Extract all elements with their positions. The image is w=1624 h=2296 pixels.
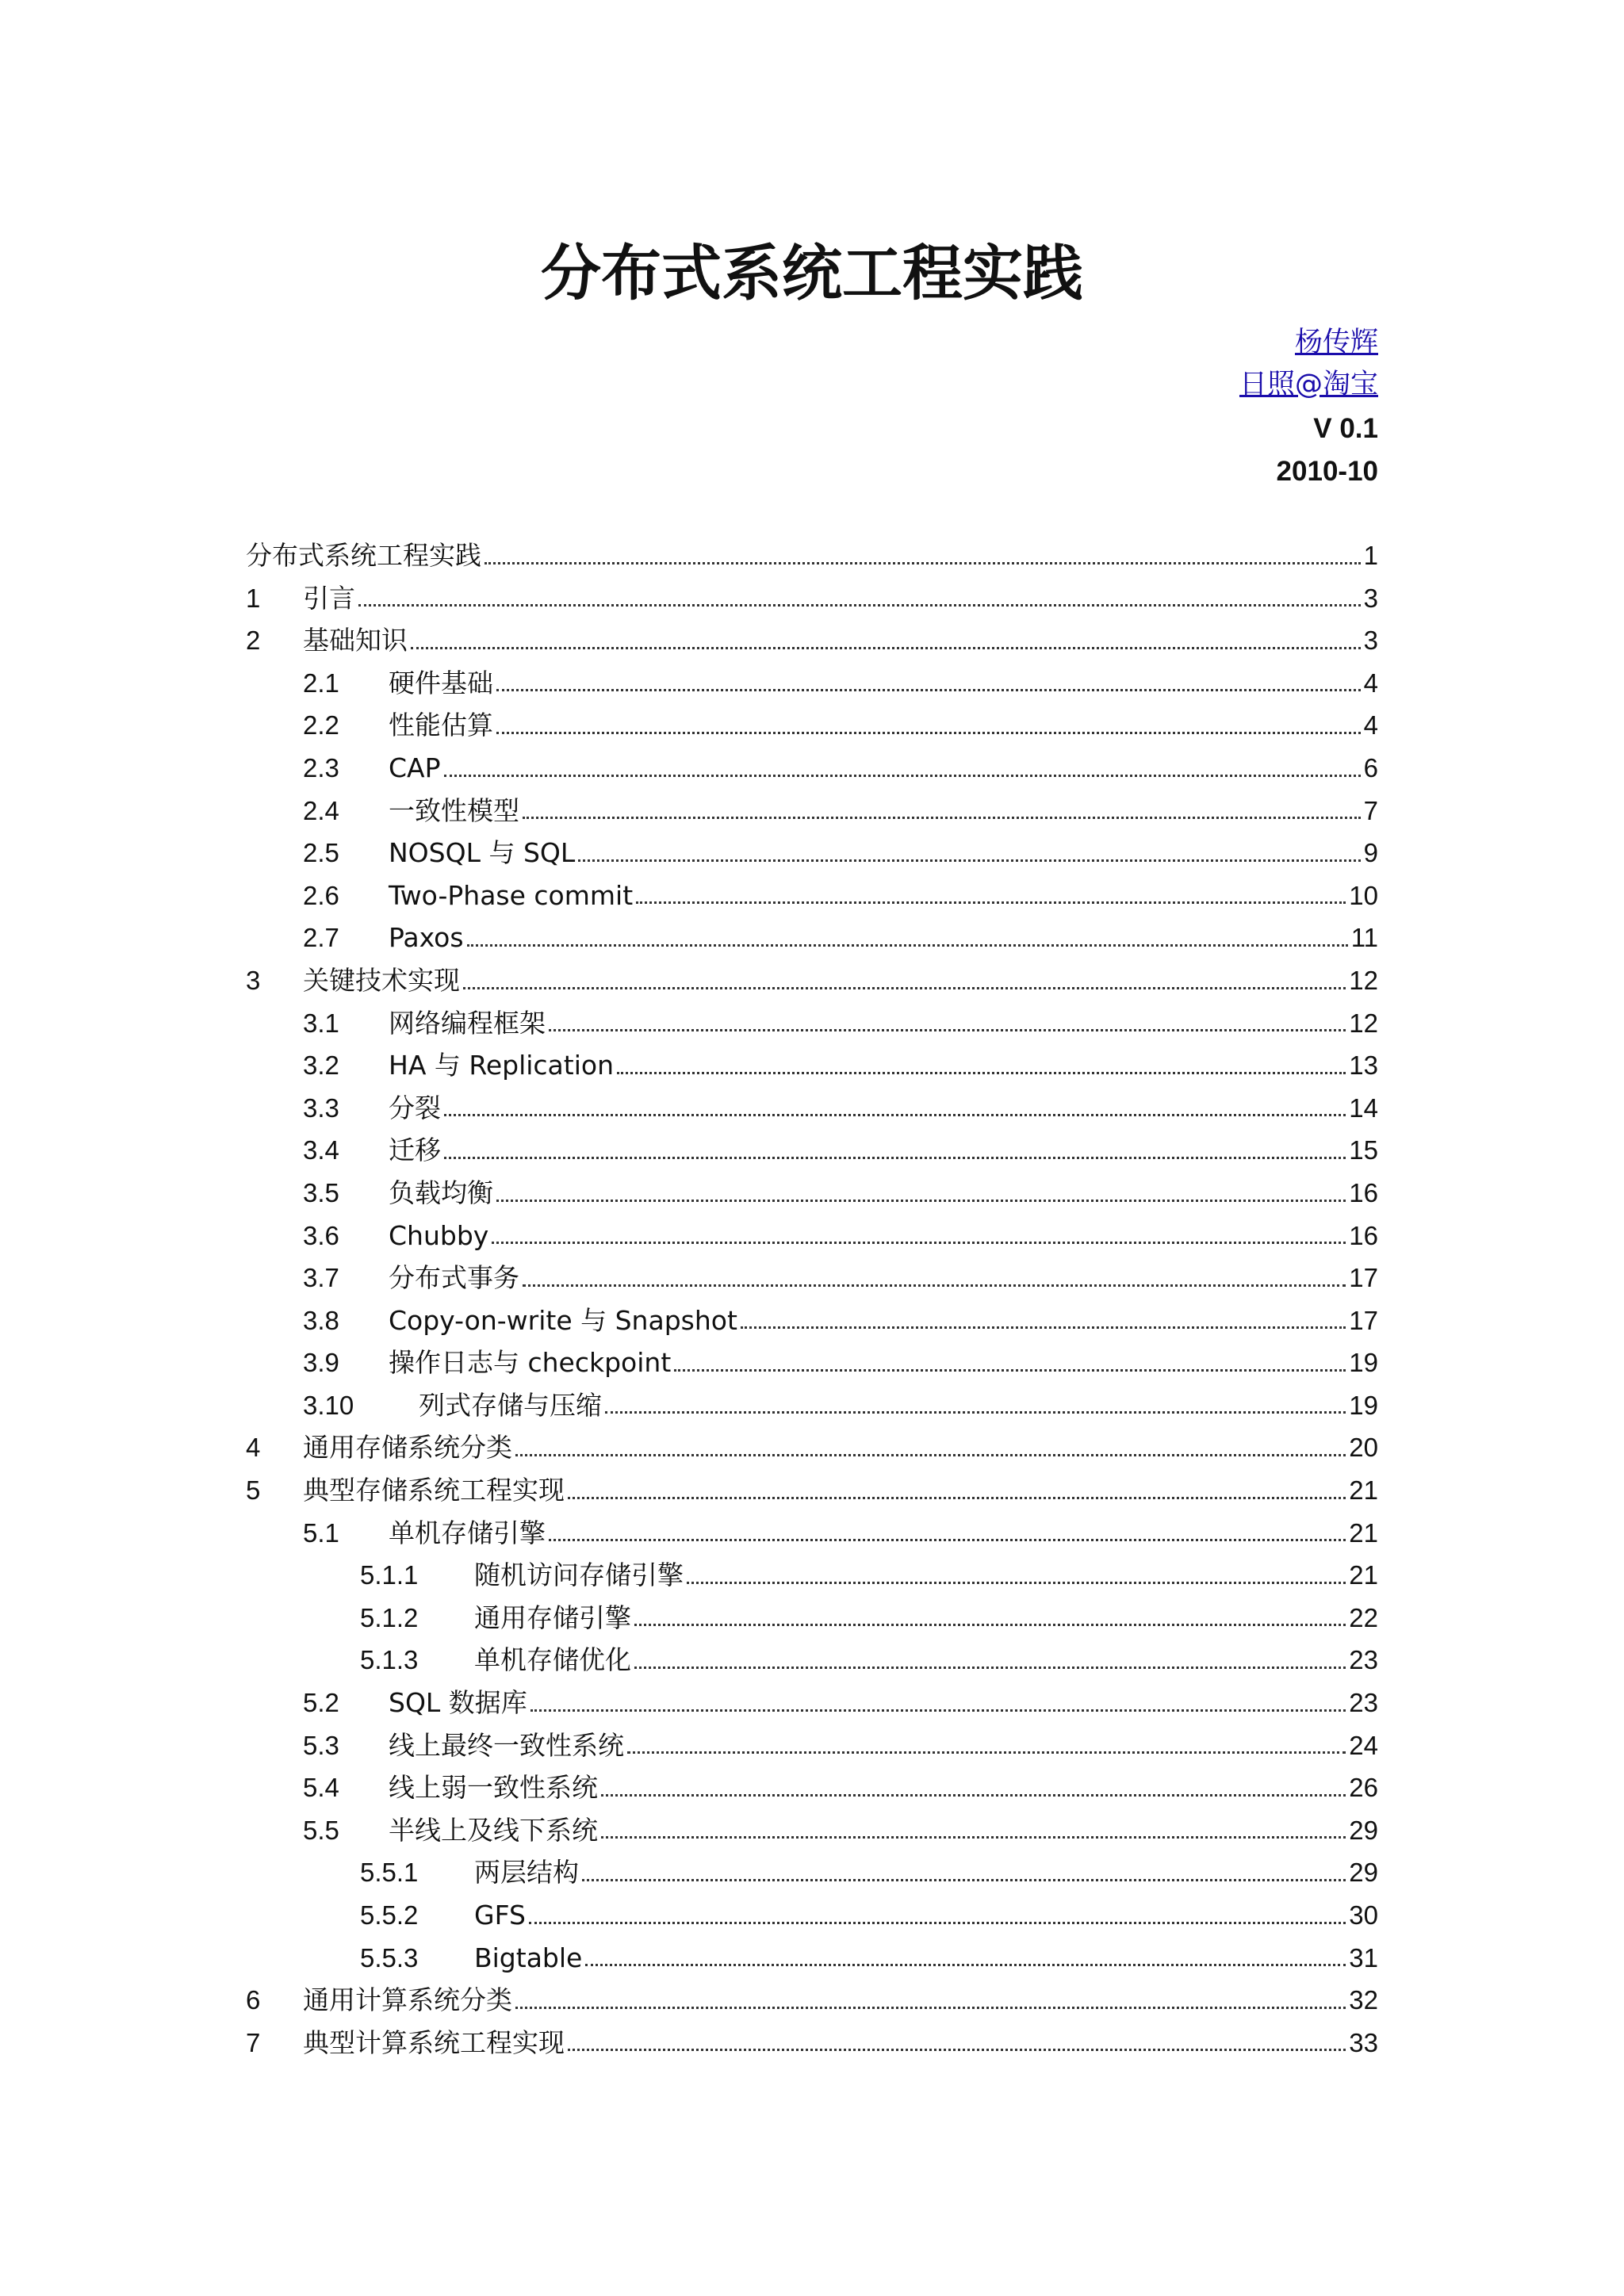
toc-dot-leader [485, 562, 1361, 564]
toc-dot-leader [601, 1794, 1346, 1797]
toc-entry-number: 5.2 [303, 1688, 339, 1718]
toc-entry-title[interactable]: 线上最终一致性系统 [389, 1729, 624, 1761]
toc-entry-number: 7 [246, 2027, 261, 2057]
toc-dot-leader [674, 1369, 1346, 1372]
toc-entry-title[interactable]: NOSQL 与 SQL [389, 837, 576, 869]
toc-entry[interactable] [246, 1299, 1378, 1342]
toc-dot-leader [549, 1029, 1346, 1031]
toc-entry-page-number: 23 [1349, 1645, 1378, 1675]
toc-entry[interactable] [246, 1937, 1378, 1980]
toc-dot-leader [627, 1751, 1346, 1754]
toc-entry[interactable] [246, 874, 1378, 917]
toc-entry-number: 5.5.3 [360, 1942, 419, 1973]
toc-dot-leader [634, 1667, 1346, 1669]
toc-entry-number: 2.7 [303, 923, 339, 953]
toc-entry-page-number: 21 [1349, 1475, 1378, 1506]
toc-dot-leader [444, 1157, 1346, 1159]
toc-dot-leader [496, 1200, 1346, 1202]
toc-entry-page-number: 7 [1363, 795, 1378, 825]
toc-entry-page-number: 13 [1349, 1050, 1378, 1081]
toc-entry-page-number: 30 [1349, 1900, 1378, 1930]
toc-entry-page-number: 19 [1349, 1390, 1378, 1420]
table-of-contents [246, 534, 1378, 2064]
toc-entry-page-number: 11 [1350, 923, 1378, 953]
toc-entry-title[interactable]: 基础知识 [303, 625, 408, 656]
toc-entry[interactable] [246, 1851, 1378, 1894]
toc-entry-title[interactable]: 典型计算系统工程实现 [303, 2026, 565, 2058]
toc-entry[interactable] [246, 1129, 1378, 1172]
toc-entry-page-number: 16 [1349, 1177, 1378, 1207]
toc-entry-title[interactable]: Chubby [389, 1219, 489, 1251]
toc-entry-page-number: 6 [1363, 752, 1378, 783]
toc-entry-title[interactable]: 一致性模型 [389, 794, 519, 826]
toc-entry-page-number: 15 [1349, 1135, 1378, 1165]
toc-entry[interactable] [246, 1257, 1378, 1299]
toc-entry[interactable] [246, 1597, 1378, 1640]
toc-entry[interactable] [246, 1469, 1378, 1512]
toc-entry-page-number: 33 [1349, 2027, 1378, 2057]
toc-entry-title[interactable]: 线上弱一致性系统 [389, 1772, 598, 1804]
toc-entry-title[interactable]: 负载均衡 [389, 1177, 493, 1208]
toc-entry-title[interactable]: 网络编程框架 [389, 1007, 546, 1039]
toc-entry-page-number: 12 [1349, 1008, 1378, 1038]
toc-entry-page-number: 1 [1363, 541, 1378, 570]
toc-entry-title[interactable]: 操作日志与 checkpoint [389, 1347, 672, 1379]
toc-entry[interactable] [246, 1341, 1378, 1384]
toc-entry-title[interactable]: 两层结构 [474, 1857, 579, 1888]
toc-entry-number: 5.5.2 [360, 1900, 419, 1930]
toc-entry-title[interactable]: 随机访问存储引擎 [474, 1559, 684, 1591]
toc-entry[interactable] [246, 1044, 1378, 1087]
toc-entry-number: 3.1 [303, 1008, 339, 1038]
toc-entry[interactable] [246, 1724, 1378, 1767]
toc-dot-leader [530, 1709, 1346, 1712]
toc-entry-title[interactable]: 典型存储系统工程实现 [303, 1475, 565, 1506]
toc-entry-number: 2.2 [303, 710, 339, 740]
toc-entry-page-number: 29 [1349, 1815, 1378, 1845]
toc-entry[interactable] [246, 1682, 1378, 1724]
toc-dot-leader [467, 944, 1348, 947]
toc-dot-leader [358, 604, 1361, 607]
toc-entry-page-number: 20 [1349, 1433, 1378, 1463]
toc-entry-number: 5 [246, 1475, 261, 1506]
toc-entry-page-number: 26 [1349, 1773, 1378, 1803]
toc-entry-page-number: 21 [1349, 1560, 1378, 1590]
toc-dot-leader [529, 1922, 1346, 1924]
toc-entry-page-number: 14 [1349, 1093, 1378, 1123]
toc-entry-title[interactable]: CAP [389, 752, 441, 783]
toc-entry[interactable] [246, 534, 1378, 577]
toc-entry-number: 3.6 [303, 1220, 339, 1250]
toc-dot-leader [636, 901, 1346, 904]
toc-entry[interactable] [246, 1087, 1378, 1130]
toc-entry-page-number: 16 [1349, 1220, 1378, 1250]
toc-entry-number: 5.5.1 [360, 1858, 419, 1888]
toc-entry-title[interactable]: 迁移 [389, 1135, 441, 1166]
toc-dot-leader [634, 1624, 1346, 1626]
toc-entry[interactable] [246, 747, 1378, 790]
toc-entry-title[interactable]: 硬件基础 [389, 667, 493, 698]
toc-dot-leader [444, 1114, 1346, 1116]
toc-entry-page-number: 17 [1349, 1305, 1378, 1335]
toc-entry-page-number: 17 [1349, 1263, 1378, 1293]
toc-dot-leader [568, 2049, 1346, 2051]
toc-entry-number: 3.5 [303, 1177, 339, 1207]
toc-dot-leader [582, 1879, 1346, 1881]
toc-entry-number: 3 [246, 965, 261, 995]
toc-entry-page-number: 31 [1349, 1942, 1378, 1973]
toc-entry-title[interactable]: 通用存储引擎 [474, 1601, 631, 1633]
toc-entry-page-number: 32 [1349, 1985, 1378, 2015]
toc-entry[interactable] [246, 2022, 1378, 2064]
toc-entry[interactable] [246, 916, 1378, 959]
toc-entry-number: 5.1.1 [360, 1560, 419, 1590]
toc-entry-title[interactable]: 通用存储系统分类 [303, 1432, 512, 1464]
toc-dot-leader [605, 1411, 1346, 1414]
toc-dot-leader [496, 689, 1361, 691]
toc-entry-title[interactable]: 单机存储优化 [474, 1644, 631, 1676]
toc-dot-leader [492, 1242, 1346, 1244]
toc-entry[interactable] [246, 1215, 1378, 1257]
toc-dot-leader [523, 817, 1361, 819]
toc-entry-title[interactable]: 分裂 [389, 1092, 441, 1123]
version-label: V 0.1 [1313, 413, 1378, 444]
toc-entry[interactable] [246, 1002, 1378, 1045]
toc-entry[interactable] [246, 1172, 1378, 1215]
toc-entry[interactable] [246, 1979, 1378, 2022]
toc-entry-title[interactable]: 性能估算 [389, 710, 493, 741]
toc-entry-page-number: 19 [1349, 1348, 1378, 1378]
toc-dot-leader [578, 859, 1360, 862]
toc-entry-number: 1 [246, 583, 261, 613]
toc-dot-leader [568, 1497, 1346, 1499]
toc-entry-number: 4 [246, 1433, 261, 1463]
document-title: 分布式系统工程实践 [541, 238, 1083, 308]
toc-entry[interactable] [246, 662, 1378, 705]
toc-entry-number: 5.3 [303, 1730, 339, 1760]
author-link[interactable]: 杨传辉 [1294, 327, 1378, 358]
toc-entry-number: 3.3 [303, 1093, 339, 1123]
toc-entry-number: 6 [246, 1985, 261, 2015]
toc-entry[interactable] [246, 832, 1378, 874]
toc-dot-leader [585, 1964, 1346, 1966]
toc-entry[interactable] [246, 577, 1378, 620]
toc-entry[interactable] [246, 619, 1378, 662]
toc-entry-title[interactable]: 通用计算系统分类 [303, 1984, 512, 2016]
toc-entry-title[interactable]: 关键技术实现 [303, 964, 460, 996]
toc-entry-title[interactable]: 引言 [303, 582, 355, 614]
toc-entry-page-number: 22 [1349, 1602, 1378, 1632]
toc-entry-title[interactable]: HA 与 Replication [389, 1050, 614, 1081]
toc-dot-leader [515, 1454, 1346, 1456]
toc-entry-page-number: 24 [1349, 1730, 1378, 1760]
toc-dot-leader [549, 1539, 1346, 1541]
toc-entry-page-number: 4 [1363, 668, 1378, 698]
toc-entry-page-number: 4 [1363, 710, 1378, 740]
toc-dot-leader [496, 732, 1361, 734]
toc-entry-title[interactable]: 列式存储与压缩 [419, 1389, 602, 1421]
toc-dot-leader [444, 775, 1361, 777]
toc-entry-page-number: 23 [1349, 1688, 1378, 1718]
toc-entry[interactable] [246, 790, 1378, 832]
toc-entry[interactable] [246, 1426, 1378, 1469]
date-label: 2010-10 [1276, 456, 1378, 487]
toc-entry-title[interactable]: 分布式系统工程实践 [246, 540, 481, 571]
toc-entry-number: 5.5 [303, 1815, 339, 1845]
toc-entry-title[interactable]: 半线上及线下系统 [389, 1814, 598, 1846]
toc-entry-number: 3.4 [303, 1135, 339, 1165]
toc-entry-number: 3.8 [303, 1305, 339, 1335]
toc-entry-number: 3.7 [303, 1263, 339, 1293]
toc-dot-leader [523, 1284, 1346, 1287]
toc-dot-leader [463, 987, 1346, 989]
toc-entry-number: 5.1.2 [360, 1602, 419, 1632]
toc-entry-page-number: 12 [1349, 965, 1378, 995]
toc-entry-number: 3.9 [303, 1348, 339, 1378]
toc-entry-title[interactable]: Paxos [389, 922, 464, 954]
toc-entry-number: 3.2 [303, 1050, 339, 1081]
toc-dot-leader [741, 1326, 1346, 1329]
toc-entry-number: 2.5 [303, 838, 339, 868]
toc-entry[interactable] [246, 1766, 1378, 1809]
toc-dot-leader [515, 2007, 1346, 2009]
toc-entry[interactable] [246, 1512, 1378, 1555]
toc-entry-number: 2.3 [303, 752, 339, 783]
toc-entry-number: 2.4 [303, 795, 339, 825]
toc-entry-number: 5.4 [303, 1773, 339, 1803]
toc-entry-title[interactable]: Two-Phase commit [389, 879, 634, 911]
toc-entry-title[interactable]: 单机存储引擎 [389, 1517, 546, 1548]
toc-entry-number: 5.1 [303, 1517, 339, 1548]
toc-entry[interactable] [246, 1894, 1378, 1937]
toc-dot-leader [617, 1072, 1346, 1074]
toc-entry-number: 3.10 [303, 1390, 354, 1420]
toc-entry[interactable] [246, 704, 1378, 747]
toc-entry[interactable] [246, 959, 1378, 1002]
toc-entry[interactable] [246, 1554, 1378, 1597]
toc-entry[interactable] [246, 1384, 1378, 1427]
alias-link[interactable]: 日照@淘宝 [1239, 369, 1378, 400]
toc-entry-number: 2.6 [303, 880, 339, 910]
toc-entry-page-number: 10 [1349, 880, 1378, 910]
toc-entry-page-number: 9 [1363, 838, 1378, 868]
toc-entry-page-number: 3 [1363, 626, 1378, 656]
toc-entry-title[interactable]: Bigtable [474, 1942, 583, 1973]
toc-entry-title[interactable]: SQL 数据库 [389, 1687, 527, 1719]
toc-entry-number: 2.1 [303, 668, 339, 698]
toc-entry-title[interactable]: GFS [474, 1900, 526, 1931]
toc-dot-leader [601, 1836, 1346, 1839]
toc-entry-number: 5.1.3 [360, 1645, 419, 1675]
toc-entry-title[interactable]: Copy-on-write 与 Snapshot [389, 1304, 737, 1336]
toc-dot-leader [411, 647, 1361, 649]
toc-dot-leader [687, 1582, 1346, 1584]
toc-entry[interactable] [246, 1639, 1378, 1682]
toc-entry-title[interactable]: 分布式事务 [389, 1262, 519, 1294]
toc-entry[interactable] [246, 1809, 1378, 1852]
toc-entry-page-number: 3 [1363, 583, 1378, 613]
toc-entry-page-number: 21 [1349, 1517, 1378, 1548]
toc-entry-page-number: 29 [1349, 1858, 1378, 1888]
toc-entry-number: 2 [246, 626, 261, 656]
